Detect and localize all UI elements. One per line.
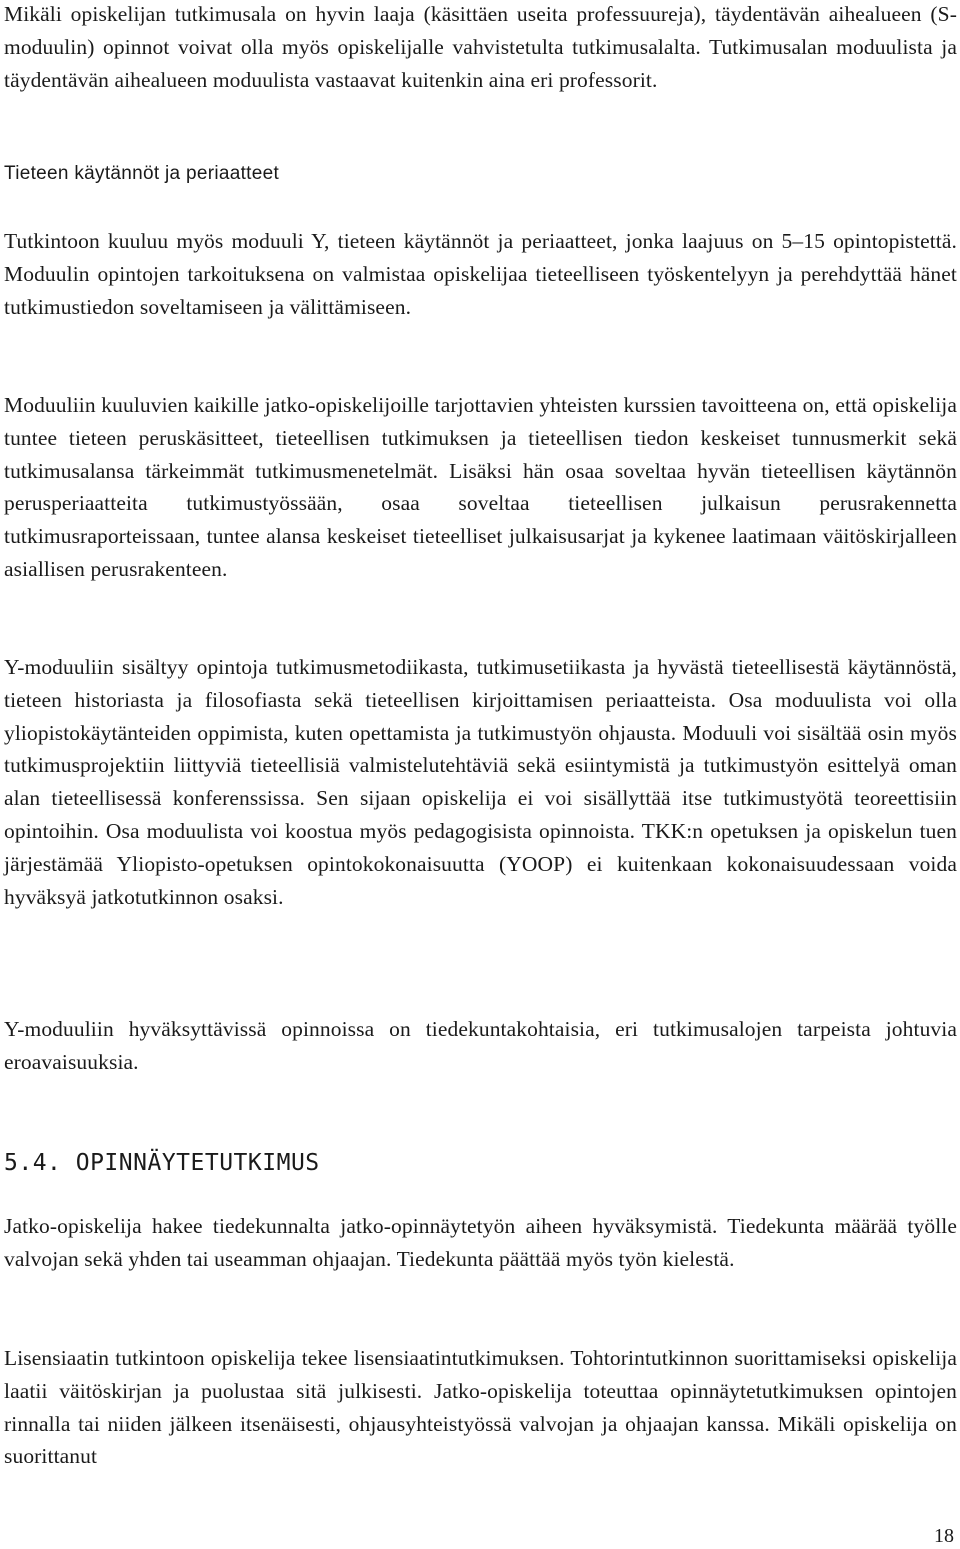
section-heading: 5.4. OPINNÄYTETUTKIMUS: [4, 1150, 320, 1176]
paragraph-goals: Moduuliin kuuluvien kaikille jatko-opiskelijoille tarjottavien yhteisten kurssien tavoitteena on, että opiskelija tuntee tieteen peruskäsitteet, tieteellisen tutkimuksen ja tieteellisen tiedon keskeiset tunnusmerkit sekä tutkimusalansa tärkeimmät tutkimusmenetelmät. Lisäksi hän osaa soveltaa hyvän tieteellisen käytännön perusperiaatteita tutkimustyössään, osaa soveltaa tieteellisen julkaisun perusrakennetta tutkimusraporteissaan, tuntee alansa keskeiset tieteelliset julkaisusarjat ja kykenee laatimaan väitöskirjalleen asiallisen perusrakenteen.: [4, 393, 957, 581]
paragraph-contents: Y-moduuliin sisältyy opintoja tutkimusmetodiikasta, tutkimusetiikasta ja hyvästä tieteellisestä käytännöstä, tieteen historiasta ja filosofiasta sekä tieteellisen kirjoittamisen periaatteista. Osa moduulista voi olla yliopistokäytänteiden oppimista, kuten opettamista ja tutkimustyön ohjausta. Moduuli voi sisältää osin myös tutkimusprojektiin liittyviä tieteellisiä valmistelutehtäviä sekä esiintymistä ja tutkimustyön esittelyä oman alan tieteellisessä konferenssissa. Sen sijaan opiskelija ei voi sisällyttää itse tutkimustyötä teoreettisiin opintoihin. Osa moduulista voi koostua myös pedagogisista opinnoista. TKK:n opetuksen ja opiskelun tuen järjestämää Yliopisto-opetuksen opintokokonaisuutta (YOOP) ei kuitenkaan kokonaisuudessaan voida hyväksyä jatkotutkinnon osaksi.: [4, 655, 957, 909]
paragraph-approved: Y-moduuliin hyväksyttävissä opinnoissa on tiedekuntakohtaisia, eri tutkimusalojen tarpeista johtuvia eroavaisuuksia.: [4, 1017, 957, 1074]
paragraph-thesis-work: Lisensiaatin tutkintoon opiskelija tekee lisensiaatintutkimuksen. Tohtorintutkinnon suorittamiseksi opiskelija laatii väitöskirjan ja puolustaa sitä julkisesti. Jatko-opiskelija toteuttaa opinnäytetutkimuksen opintojen rinnalla tai niiden jälkeen itsenäisesti, ohjausyhteistyössä valvojan ja ohjaajan kanssa. Mikäli opiskelija on suorittanut: [4, 1346, 957, 1469]
paragraph-y-module: Tutkintoon kuuluu myös moduuli Y, tieteen käytännöt ja periaatteet, jonka laajuus on 5–15 opintopistettä. Moduulin opintojen tarkoituksena on valmistaa opiskelijaa tieteelliseen työskentelyyn ja perehdyttää hänet tutkimustiedon soveltamiseen ja välittämiseen.: [4, 229, 957, 319]
page-number: 18: [934, 1525, 954, 1547]
subsection-heading: Tieteen käytännöt ja periaatteet: [4, 163, 280, 184]
paragraph-intro: Mikäli opiskelijan tutkimusala on hyvin laaja (käsittäen useita professuureja), täydentävän aihealueen (S-moduulin) opinnot voivat olla myös opiskelijalle vahvistetulta tutkimusalalta. Tutkimusalan moduulista ja täydentävän aihealueen moduulista vastaavat kuitenkin aina eri professorit.: [4, 2, 957, 92]
paragraph-thesis-topic: Jatko-opiskelija hakee tiedekunnalta jatko-opinnäytetyön aiheen hyväksymistä. Tiedekunta määrää työlle valvojan sekä yhden tai useamman ohjaajan. Tiedekunta päättää myös työn kielestä.: [4, 1214, 957, 1271]
